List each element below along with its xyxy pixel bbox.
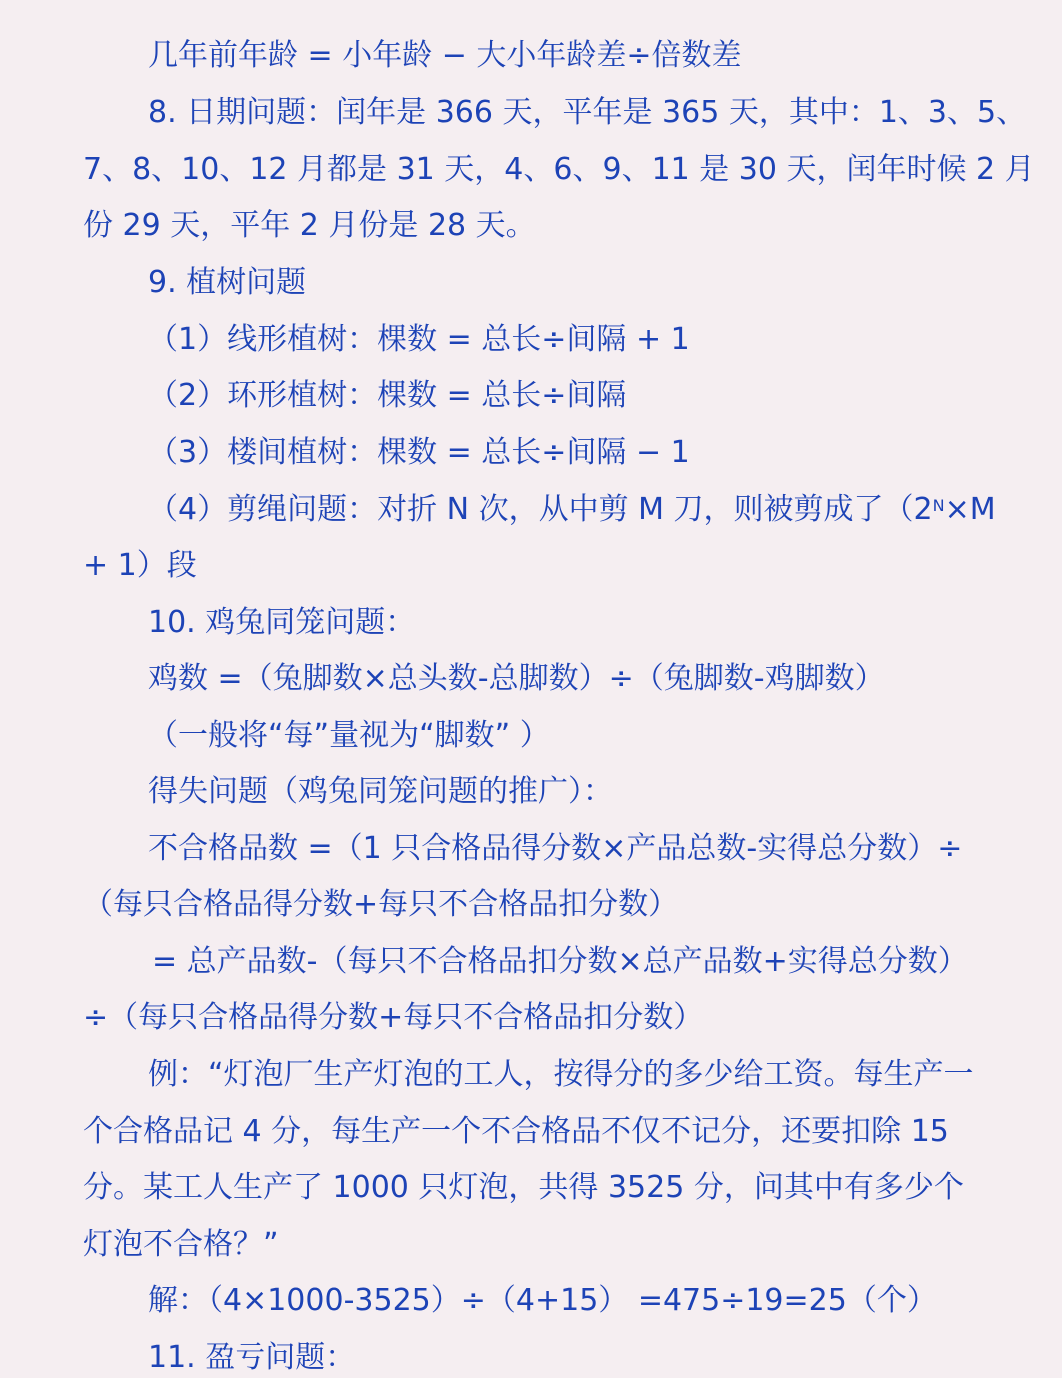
text-line-ring-planting: （2）环形植树：棵数 = 总长÷间隔: [148, 378, 627, 413]
text-line-age-formula: 几年前年龄 = 小年龄 − 大小年龄差÷倍数差: [148, 38, 742, 73]
rope-cutting-text: （4）剪绳问题：对折 N 次，从中剪 M 刀，则被剪成了（2: [148, 492, 933, 527]
text-line-defective-count-cont: （每只合格品得分数+每只不合格品扣分数）: [83, 887, 679, 922]
text-line-date-problem: 8. 日期问题：闰年是 366 天，平年是 365 天，其中：1、3、5、: [148, 95, 1027, 130]
text-line-solution: 解：（4×1000-3525）÷（4+15） =475÷19=25（个）: [148, 1283, 937, 1318]
rope-cutting-text-end: ×M: [944, 492, 996, 527]
text-line-alt-formula-cont: ÷（每只合格品得分数+每只不合格品扣分数）: [83, 1000, 704, 1035]
section-heading-tree-planting: 9. 植树问题: [148, 265, 307, 300]
text-line-linear-planting: （1）线形植树：棵数 = 总长÷间隔 + 1: [148, 322, 690, 357]
text-line-example-cont3: 灯泡不合格？”: [83, 1227, 279, 1262]
text-line-rope-cutting: [148, 490, 996, 530]
text-line-date-problem-cont2: 份 29 天，平年 2 月份是 28 天。: [83, 208, 536, 243]
superscript-n: N: [932, 496, 945, 515]
text-line-example-cont2: 分。某工人生产了 1000 只灯泡，共得 3525 分，问其中有多少个: [83, 1170, 964, 1205]
text-line-alt-formula: = 总产品数-（每只不合格品扣分数×总产品数+实得总分数）: [152, 944, 968, 979]
section-heading-surplus-deficit: 11. 盈亏问题：: [148, 1340, 356, 1375]
text-line-example: 例：“灯泡厂生产灯泡的工人，按得分的多少给工资。每生产一: [148, 1057, 974, 1092]
text-line-rope-cutting-cont: + 1）段: [83, 548, 197, 583]
text-line-defective-count: 不合格品数 =（1 只合格品得分数×产品总数-实得总分数）÷: [148, 831, 963, 866]
section-heading-chicken-rabbit: 10. 鸡兔同笼问题：: [148, 605, 416, 640]
text-line-date-problem-cont1: 7、8、10、12 月都是 31 天，4、6、9、11 是 30 天，闰年时候 2 月: [83, 152, 1035, 187]
text-line-note: （一般将“每”量视为“脚数” ）: [148, 718, 550, 753]
text-line-example-cont1: 个合格品记 4 分，每生产一个不合格品不仅不记分，还要扣除 15: [83, 1114, 949, 1149]
text-line-gain-loss-heading: 得失问题（鸡兔同笼问题的推广）：: [148, 774, 613, 809]
text-line-between-buildings: （3）楼间植树：棵数 = 总长÷间隔 − 1: [148, 435, 690, 470]
text-line-chicken-count: 鸡数 =（兔脚数×总头数-总脚数）÷（兔脚数-鸡脚数）: [148, 661, 885, 696]
